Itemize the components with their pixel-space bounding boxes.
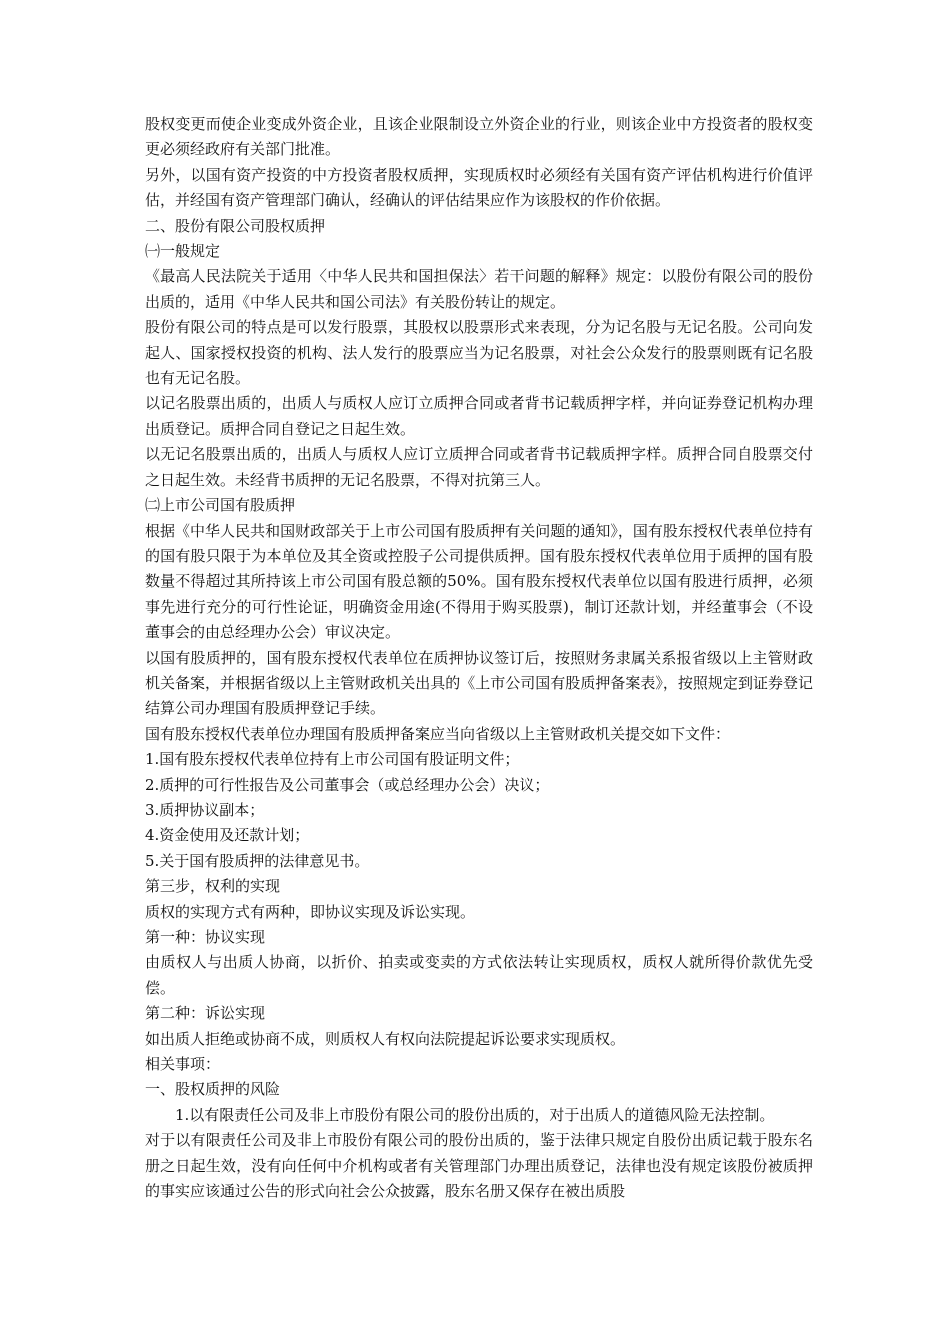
paragraph: 根据《中华人民共和国财政部关于上市公司国有股质押有关问题的通知》，国有股东授权代表单位持有的国有股只限于为本单位及其全资或控股子公司提供质押。国有股东授权代表单位用于质押的国有股数量不得超过其所持该上市公司国有股总额的50%。国有股东授权代表单位以国有股进行质押，必须事先进行充分的可行性论证，明确资金用途(不得用于购买股票)，制订还款计划，并经董事会（不设董事会的由总经理办公会）审议决定。 — [145, 521, 813, 642]
paragraph: 如出质人拒绝或协商不成，则质权人有权向法院提起诉讼要求实现质权。 — [145, 1029, 626, 1048]
list-item: 1.以有限责任公司及非上市股份有限公司的股份出质的，对于出质人的道德风险无法控制。 — [175, 1105, 775, 1124]
section-heading: 二、股份有限公司股权质押 — [145, 216, 326, 235]
section-heading: 相关事项： — [145, 1055, 221, 1074]
section-heading: 一、股权质押的风险 — [145, 1080, 281, 1099]
subsection-heading: ㈡上市公司国有股质押 — [145, 496, 296, 515]
paragraph: 股权变更而使企业变成外资企业，且该企业限制设立外资企业的行业，则该企业中方投资者的股权变更必须经政府有关部门批准。 — [145, 115, 813, 159]
list-item: 4.资金使用及还款计划； — [145, 826, 310, 845]
list-item: 1.国有股东授权代表单位持有上市公司国有股证明文件； — [145, 750, 520, 769]
paragraph: 由质权人与出质人协商，以折价、拍卖或变卖的方式依法转让实现质权，质权人就所得价款优先受偿。 — [145, 953, 813, 997]
paragraph: 以记名股票出质的，出质人与质权人应订立质押合同或者背书记载质押字样，并向证券登记机构办理出质登记。质押合同自登记之日起生效。 — [145, 394, 813, 438]
paragraph: 国有股东授权代表单位办理国有股质押备案应当向省级以上主管财政机关提交如下文件： — [145, 724, 731, 743]
paragraph: 质权的实现方式有两种，即协议实现及诉讼实现。 — [145, 902, 476, 921]
paragraph: 对于以有限责任公司及非上市股份有限公司的股份出质的，鉴于法律只规定自股份出质记载于股东名册之日起生效，没有向任何中介机构或者有关管理部门办理出质登记，法律也没有规定该股份被质押的事实应该通过公告的形式向社会公众披露，股东名册又保存在被出质股 — [145, 1131, 813, 1201]
paragraph: 另外，以国有资产投资的中方投资者股权质押，实现质权时必须经有关国有资产评估机构进行价值评估，并经国有资产管理部门确认，经确认的评估结果应作为该股权的作价依据。 — [145, 165, 813, 210]
section-heading: 第三步，权利的实现 — [145, 877, 281, 896]
list-item: 2.质押的可行性报告及公司董事会（或总经理办公会）决议； — [145, 775, 550, 794]
list-item: 3.质押协议副本； — [145, 800, 265, 819]
paragraph: 以国有股质押的，国有股东授权代表单位在质押协议签订后，按照财务隶属关系报省级以上主管财政机关备案，并根据省级以上主管财政机关出具的《上市公司国有股质押备案表》，按照规定到证券登记结算公司办理国有股质押登记手续。 — [145, 648, 813, 718]
subsection-heading: 第一种：协议实现 — [145, 928, 266, 946]
list-item: 5.关于国有股质押的法律意见书。 — [145, 851, 370, 870]
subsection-heading: ㈠一般规定 — [145, 242, 221, 261]
subsection-heading: 第二种：诉讼实现 — [145, 1004, 266, 1023]
paragraph: 股份有限公司的特点是可以发行股票，其股权以股票形式来表现，分为记名股与无记名股。公司向发起人、国家授权投资的机构、法人发行的股票应当为记名股票，对社会公众发行的股票则既有记名股也有无记名股。 — [145, 318, 813, 388]
paragraph: 以无记名股票出质的，出质人与质权人应订立质押合同或者背书记载质押字样。质押合同自股票交付之日起生效。未经背书质押的无记名股票，不得对抗第三人。 — [145, 445, 813, 489]
document-body — [145, 112, 813, 1204]
paragraph: 《最高人民法院关于适用〈中华人民共和国担保法〉若干问题的解释》规定：以股份有限公司的股份出质的，适用《中华人民共和国公司法》有关股份转让的规定。 — [145, 267, 813, 311]
